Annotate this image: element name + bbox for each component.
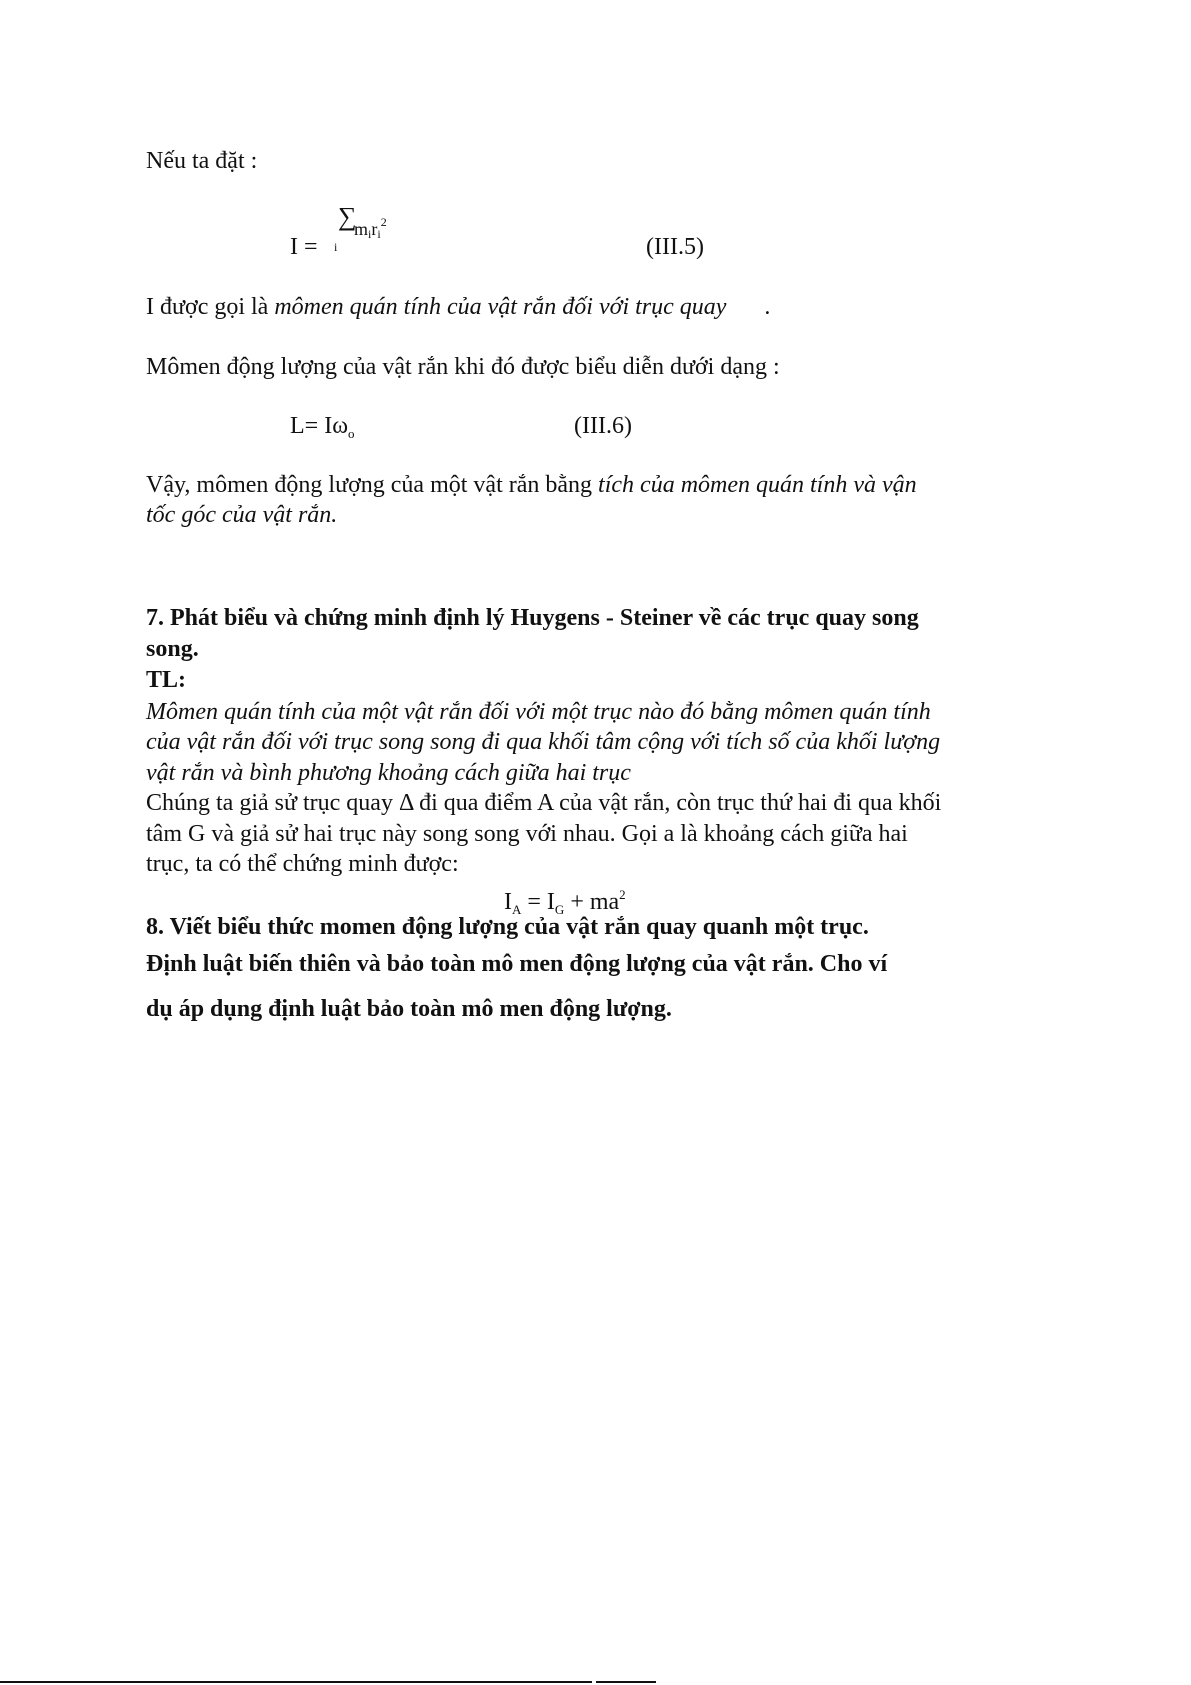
footer-rule <box>596 1681 656 1683</box>
q7-statement-line: của vật rắn đối với trục song song đi qua khối tâm cộng với tích số của khối lượng <box>146 729 941 755</box>
eq2-lhs: $L= I\omega_o$ <box>290 413 355 441</box>
steiner-formula: $I_A = I_G + ma^2$ <box>504 887 626 917</box>
intro-text: Nếu ta đặt : <box>146 148 258 174</box>
q7-statement-line: Mômen quán tính của một vật rắn đối với một trục nào đó bằng mômen quán tính <box>146 699 931 725</box>
q7-body-line: tâm G và giả sử hai trục này song song với nhau. Gọi a là khoảng cách giữa hai <box>146 821 908 847</box>
definition-text: I được gọi là mômen quán tính của vật rắn đối với trục quay . <box>146 294 771 320</box>
momentum-intro: Mômen động lượng của vật rắn khi đó được biểu diễn dưới dạng : <box>146 354 780 380</box>
q8-heading-line: 8. Viết biểu thức momen động lượng của vật rắn quay quanh một trục. <box>146 914 869 940</box>
conclusion-line1: Vậy, mômen động lượng của một vật rắn bằng tích của mômen quán tính và vận <box>146 472 917 498</box>
eq1-number: (III.5) <box>646 234 704 260</box>
q8-heading-line: Định luật biến thiên và bảo toàn mô men động lượng của vật rắn. Cho ví <box>146 951 888 977</box>
sum-index: i <box>334 240 338 254</box>
sum-symbol: ∑ <box>338 202 357 231</box>
q7-statement-line: vật rắn và bình phương khoảng cách giữa hai trục <box>146 760 631 786</box>
eq2-number: (III.6) <box>574 413 632 439</box>
q8-heading-line: dụ áp dụng định luật bảo toàn mô men động lượng. <box>146 996 672 1022</box>
q7-heading-line1: 7. Phát biểu và chứng minh định lý Huygens - Steiner về các trục quay song <box>146 605 919 631</box>
footer-rule <box>0 1681 592 1683</box>
conclusion-line2: tốc góc của vật rắn. <box>146 502 338 528</box>
q7-answer-label: TL: <box>146 667 187 693</box>
eq1-term: miri$^2$ <box>354 215 387 241</box>
q7-body-line: Chúng ta giả sử trục quay Δ đi qua điểm A của vật rắn, còn trục thứ hai đi qua khối <box>146 790 942 816</box>
q7-body-line: trục, ta có thể chứng minh được: <box>146 851 459 877</box>
q7-heading-line2: song. <box>146 636 199 662</box>
eq1-lhs: I = <box>290 234 318 260</box>
